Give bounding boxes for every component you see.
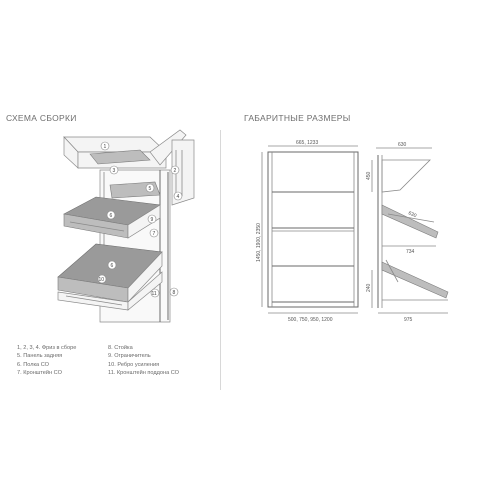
front-width-bottom-label: 500, 750, 950, 1200 bbox=[288, 317, 333, 323]
callout-4: 4 bbox=[176, 194, 180, 200]
legend-item: 11. Кронштейн поддона СО bbox=[108, 369, 180, 376]
legend-item: 1, 2, 3, 4. Фриз в сборе bbox=[17, 345, 77, 351]
legend-item: 5. Панель задняя bbox=[17, 353, 63, 360]
side-frieze-height-label: 450 bbox=[366, 171, 372, 180]
dimensions-title: ГАБАРИТНЫЕ РАЗМЕРЫ bbox=[244, 113, 351, 123]
callout-6b: 6 bbox=[110, 263, 114, 269]
legend-item: 6. Полка СО bbox=[17, 361, 49, 368]
callout-3: 3 bbox=[112, 168, 116, 174]
legend-item: 9. Ограничитель bbox=[108, 353, 151, 360]
callout-2: 2 bbox=[173, 168, 177, 174]
side-view bbox=[372, 148, 448, 313]
side-shelf-width-label: 734 bbox=[406, 249, 415, 255]
front-view bbox=[262, 146, 358, 313]
front-height-label: 1450, 1900, 2350 bbox=[256, 223, 262, 262]
callout-9: 9 bbox=[150, 217, 154, 223]
callout-11: 11 bbox=[151, 291, 157, 297]
callout-8: 8 bbox=[172, 290, 176, 296]
legend-column-1 bbox=[17, 344, 76, 377]
legend-column-2 bbox=[108, 344, 179, 377]
side-depth-top-label: 630 bbox=[398, 142, 407, 148]
front-width-top-label: 665, 1233 bbox=[296, 140, 319, 146]
callout-1: 1 bbox=[103, 144, 107, 150]
callout-6a: 6 bbox=[109, 213, 113, 219]
legend-item: 7. Кронштейн СО bbox=[17, 369, 62, 376]
callout-7: 7 bbox=[152, 231, 156, 237]
callout-10: 10 bbox=[98, 277, 105, 283]
side-bottom-depth-label: 975 bbox=[404, 317, 413, 323]
legend-item: 8. Стойка bbox=[108, 345, 133, 351]
side-shelf-depth-label: 630 bbox=[407, 210, 418, 220]
assembly-scheme-title: СХЕМА СБОРКИ bbox=[6, 113, 77, 123]
callout-5: 5 bbox=[148, 186, 152, 192]
legend-item: 10. Ребро усиления bbox=[108, 361, 160, 368]
side-bottom-height-label: 240 bbox=[366, 283, 372, 292]
